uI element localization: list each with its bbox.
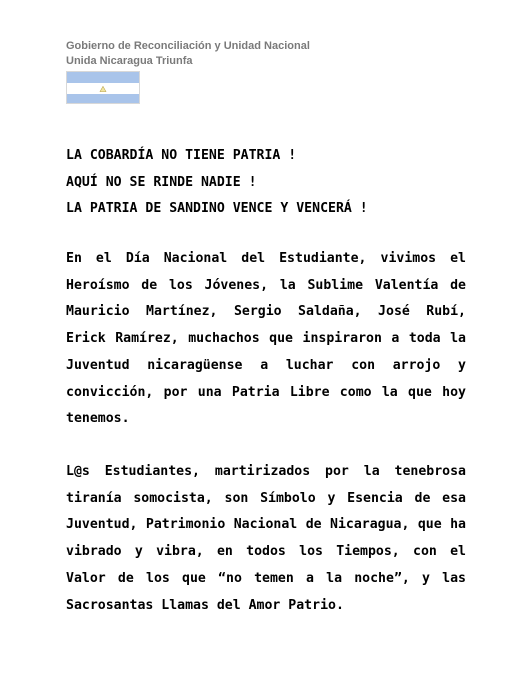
flag-stripe-bottom	[67, 94, 139, 104]
paragraph: En el Día Nacional del Estudiante, vivimos el Heroísmo de los Jóvenes, la Sublime Valentía de Mauricio Martínez, Sergio Saldaña, José Rubí, Erick Ramírez, muchachos que inspiraron a toda la Juventud nicaragüense a luchar con arrojo y convicción, por una Patria Libre como la que hoy tenemos.	[66, 251, 466, 427]
nicaragua-flag-icon	[66, 71, 140, 104]
flag-stripe-top	[67, 72, 139, 83]
flag-emblem-icon	[100, 86, 107, 92]
header-line-2: Unida Nicaragua Triunfa	[66, 55, 193, 67]
slogan-line: AQUÍ NO SE RINDE NADIE !	[66, 174, 257, 190]
slogan-line: LA COBARDÍA NO TIENE PATRIA !	[66, 148, 297, 163]
flag-stripe-middle	[67, 83, 139, 94]
slogans-block	[66, 143, 466, 223]
paragraph: L@s Estudiantes, martirizados por la tenebrosa tiranía somocista, son Símbolo y Esencia de esa Juventud, Patrimonio Nacional de Nicaragua, que ha vibrado y vibra, en todos los Tiempos, con el Valor de los que “no temen a la noche”, y las Sacrosantas Llamas del Amor Patrio.	[66, 464, 466, 613]
government-header	[66, 39, 310, 69]
slogan-line: LA PATRIA DE SANDINO VENCE Y VENCERÁ !	[66, 201, 368, 216]
header-line-1: Gobierno de Reconciliación y Unidad Nacional	[66, 40, 310, 52]
